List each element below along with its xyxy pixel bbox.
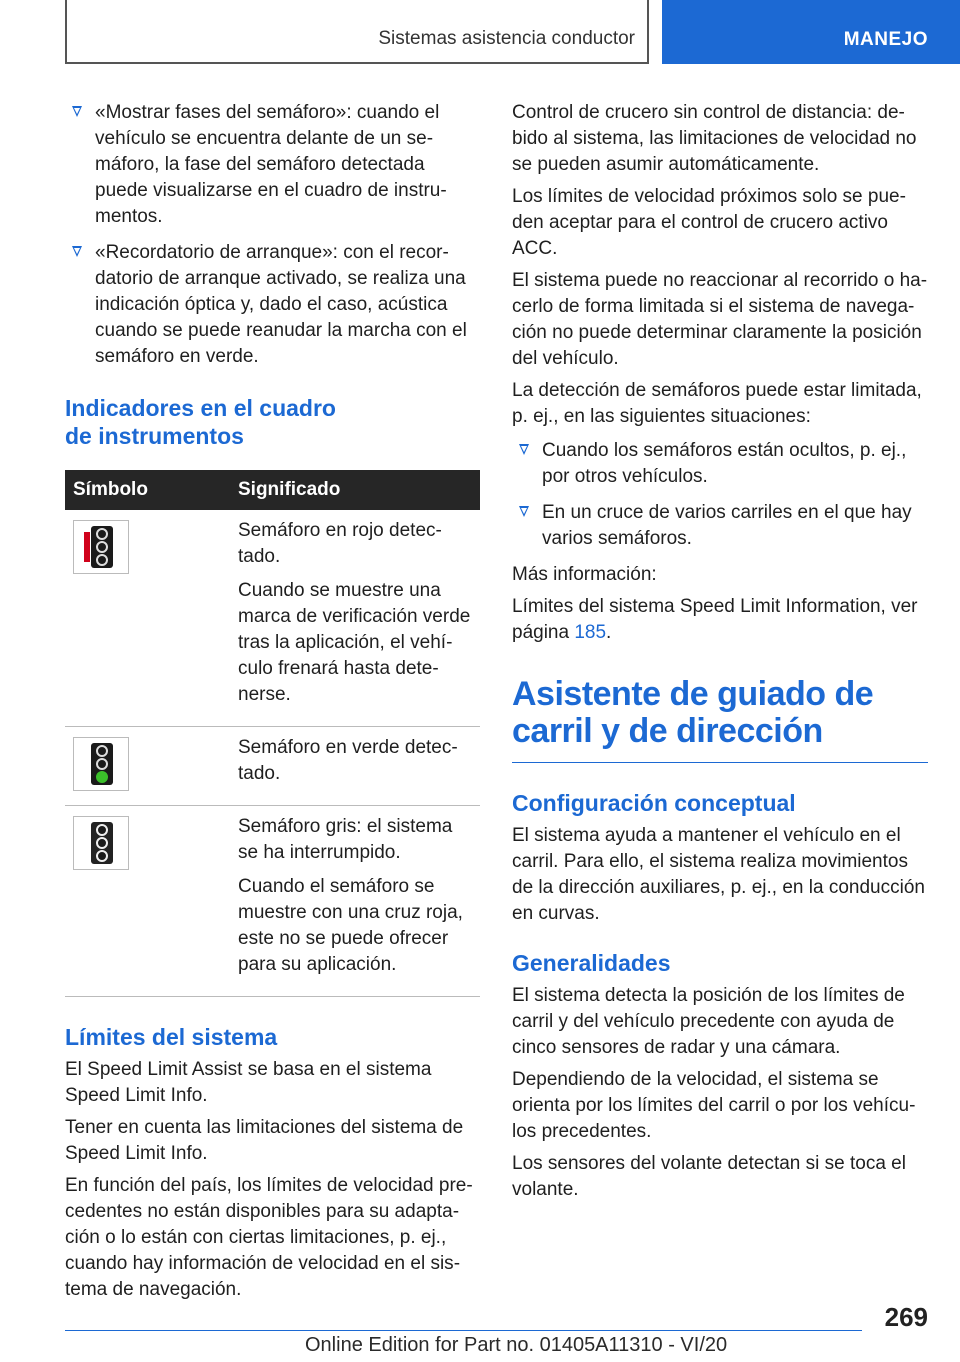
table-cell-text: Semáforo en rojo detectado. xyxy=(238,520,442,567)
table-row xyxy=(65,727,480,806)
triangle-bullet-icon xyxy=(72,106,82,117)
header-chapter-title: MANEJO xyxy=(843,29,928,50)
table-row xyxy=(65,806,480,997)
indicators-heading: Indicadores en el cuadro de instrumentos xyxy=(65,395,336,449)
body-paragraph: El sistema puede no reaccionar al recorrido o hacerlo de forma limitada si el sistema de navegación no puede determinar claramente la posición del vehículo. xyxy=(512,270,928,369)
header-section-title: Sistemas asistencia conductor xyxy=(378,28,635,49)
more-info-label: Más información: xyxy=(512,564,657,585)
body-paragraph: La detección de semáforos puede estar limitada, p. ej., en las siguientes situaciones: xyxy=(512,380,922,427)
limits-heading: Límites del sistema xyxy=(65,1024,278,1050)
general-heading: Generalidades xyxy=(512,950,671,976)
body-paragraph: Los sensores del volante detectan si se toca el volante. xyxy=(512,1153,906,1200)
traffic-light-red-icon xyxy=(73,520,129,574)
right-column xyxy=(512,100,928,1209)
symbol-table xyxy=(65,470,480,997)
concept-heading: Configuración conceptual xyxy=(512,790,796,816)
table-cell-text: Cuando el semáforo se muestre con una cruz roja, este no se puede ofrecer para su aplicación. xyxy=(238,876,463,975)
limits-paragraph: El Speed Limit Assist se basa en el sistema Speed Limit Info. xyxy=(65,1059,432,1106)
table-header-meaning: Significado xyxy=(230,470,480,510)
footer-edition: Online Edition for Part no. 01405A11310 - VI/20 xyxy=(305,1334,728,1356)
left-column xyxy=(65,100,480,1309)
table-row xyxy=(65,510,480,727)
table-cell-text: Semáforo gris: el sistema se ha interrumpido. xyxy=(238,816,453,863)
triangle-bullet-icon xyxy=(72,246,82,257)
list-item: Cuando los semáforos están ocultos, p. ej., por otros vehículos. xyxy=(512,438,928,490)
left-bullet-list xyxy=(65,100,480,370)
header-section-box xyxy=(65,0,649,64)
traffic-light-grey-icon xyxy=(73,816,129,870)
header-chapter-tab xyxy=(662,0,960,64)
list-item: «Mostrar fases del semáforo»: cuando el vehículo se encuentra delante de un semáforo, la fase del semáforo detectada puede visualizarse en el cuadro de instrumentos. xyxy=(65,100,480,230)
table-cell-text: Semáforo en verde detectado. xyxy=(238,737,458,784)
limits-paragraph: Tener en cuenta las limitaciones del sistema de Speed Limit Info. xyxy=(65,1117,464,1164)
traffic-light-green-icon xyxy=(73,737,129,791)
body-paragraph: El sistema detecta la posición de los límites de carril y del vehículo precedente con ayuda de cinco sensores de radar y una cámara. xyxy=(512,985,905,1058)
limits-paragraph: En función del país, los límites de velocidad precedentes no están disponibles para su adaptación o lo están con ciertas limitaciones, p. ej., cuando hay información de velocidad en el sistema de navegación. xyxy=(65,1175,473,1300)
cross-reference: Límites del sistema Speed Limit Information, ver página 185. xyxy=(512,596,918,643)
page-number: 269 xyxy=(884,1302,928,1332)
right-bullet-list xyxy=(512,438,928,552)
table-header-symbol: Símbolo xyxy=(65,470,230,510)
body-paragraph: Los límites de velocidad próximos solo se pueden aceptar para el control de crucero activo ACC. xyxy=(512,186,906,259)
triangle-bullet-icon xyxy=(519,506,529,517)
table-cell-text: Cuando se muestre una marca de verificación verde tras la aplicación, el vehículo frenará hasta detenerse. xyxy=(238,580,471,705)
body-paragraph: Dependiendo de la velocidad, el sistema se orienta por los límites del carril o por los vehículos precedentes. xyxy=(512,1069,916,1142)
body-paragraph: El sistema ayuda a mantener el vehículo en el carril. Para ello, el sistema realiza movimientos de la dirección auxiliares, p. ej., en la conducción en curvas. xyxy=(512,825,925,924)
footer-divider xyxy=(65,1330,862,1331)
triangle-bullet-icon xyxy=(519,444,529,455)
section-divider xyxy=(512,762,928,763)
list-item: «Recordatorio de arranque»: con el recordatorio de arranque activado, se realiza una indicación óptica y, dado el caso, acústica cuando se puede reanudar la marcha con el semáforo en verde. xyxy=(65,240,480,370)
section-title: Asistente de guiado de carril y de dirección xyxy=(512,675,874,750)
list-item: En un cruce de varios carriles en el que hay varios semáforos. xyxy=(512,500,928,552)
body-paragraph: Control de crucero sin control de distancia: debido al sistema, las limitaciones de velocidad no se pueden asumir automáticamente. xyxy=(512,102,917,175)
page-link[interactable]: 185 xyxy=(574,622,607,643)
